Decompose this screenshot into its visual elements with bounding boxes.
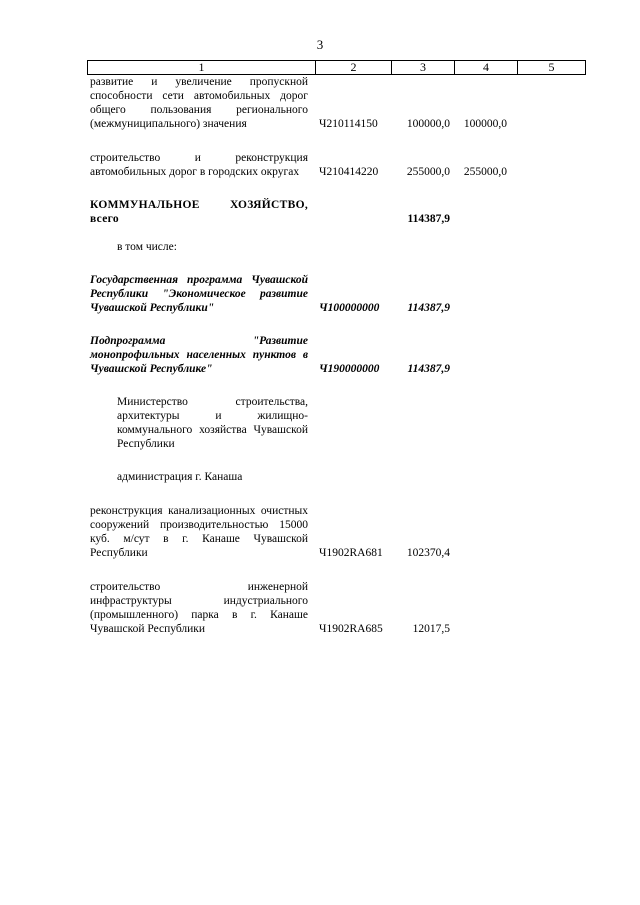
- section-heading-cell: КОММУНАЛЬНОЕ ХОЗЯЙСТВО, всего: [90, 199, 308, 225]
- row-col3-cell: 102370,4: [406, 547, 450, 559]
- row-code-cell: Ч210114150: [319, 118, 378, 130]
- row-name-cell: строительство инженерной инфраструктуры индустриального (промышленного) парка в г. Канаше Чувашской Республики: [90, 581, 308, 635]
- row-col3-cell: 255000,0: [406, 166, 450, 178]
- row-col4-cell: 255000,0: [463, 166, 507, 178]
- table-row: [87, 273, 586, 315]
- column-header-1: 1: [198, 60, 205, 74]
- row-col3-cell: 100000,0: [406, 118, 450, 130]
- column-header-5: 5: [517, 61, 585, 74]
- row-col3-cell: 114387,9: [407, 302, 450, 314]
- row-code-cell: Ч1902RA685: [319, 623, 383, 635]
- page-number: 3: [316, 37, 324, 52]
- row-code-cell: Ч100000000: [319, 302, 380, 314]
- administration-name-cell: администрация г. Канаша: [117, 471, 243, 483]
- column-header-2: 2: [315, 61, 391, 74]
- row-code-cell: Ч190000000: [319, 363, 380, 375]
- including-label-cell: в том числе:: [117, 241, 177, 253]
- ministry-name-cell: Министерство строительства, архитектуры и жилищно-коммунального хозяйства Чувашской Республики: [117, 396, 308, 450]
- column-header-4: 4: [454, 61, 517, 74]
- table-row: [87, 470, 586, 484]
- row-name-cell: развитие и увеличение пропускной способности сети автомобильных дорог общего пользования регионального (межмуниципального) значения: [90, 76, 308, 130]
- row-col3-cell: 114387,9: [407, 363, 450, 375]
- table-row: [87, 75, 586, 131]
- row-code-cell: Ч210414220: [319, 166, 379, 178]
- budget-table: [87, 60, 586, 636]
- table-row: [87, 580, 586, 636]
- subprogram-name-cell: Подпрограмма "Развитие монопрофильных населенных пунктов в Чувашской Республике": [90, 335, 308, 375]
- table-row: [87, 334, 586, 376]
- column-header-3: 3: [391, 61, 454, 74]
- program-name-cell: Государственная программа Чувашской Республики "Экономическое развитие Чувашской Республики": [90, 274, 308, 314]
- table-row: [87, 151, 586, 179]
- table-row: [87, 504, 586, 560]
- row-col3-cell: 114387,9: [407, 213, 450, 225]
- table-row: [87, 240, 586, 254]
- row-name-cell: реконструкция канализационных очистных сооружений производительностью 15000 куб. м/сут в г. Канаше Чувашской Республики: [90, 505, 308, 559]
- row-code-cell: Ч1902RA681: [319, 547, 383, 559]
- row-col3-cell: 12017,5: [412, 623, 450, 635]
- table-row: [87, 395, 586, 451]
- row-name-cell: строительство и реконструкция автомобильных дорог в городских округах: [90, 152, 308, 178]
- table-row: [87, 198, 586, 226]
- table-header-row: [87, 60, 586, 75]
- row-col4-cell: 100000,0: [463, 118, 507, 130]
